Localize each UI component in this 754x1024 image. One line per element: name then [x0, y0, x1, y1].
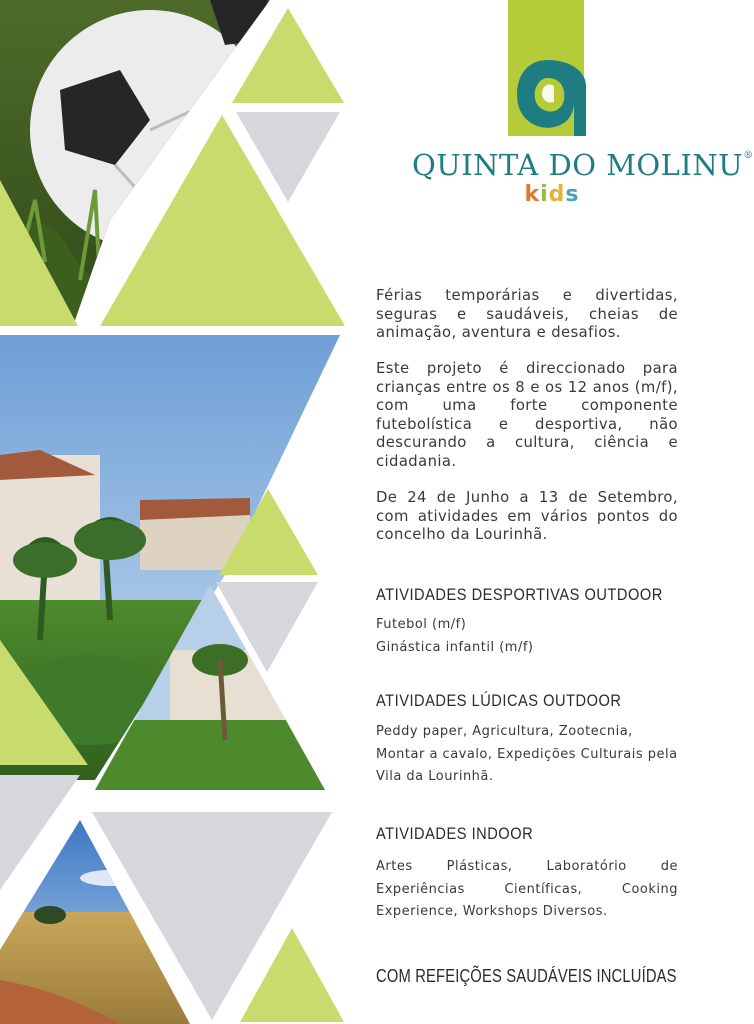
list-item: Ginástica infantil (m/f) — [376, 639, 534, 655]
section-title: ATIVIDADES INDOOR — [376, 824, 534, 843]
logo-mark-icon — [508, 56, 588, 140]
brand-name: QUINTA DO MOLINU® — [412, 148, 754, 182]
section-leisure-text — [376, 721, 678, 789]
section-text: Artes Plásticas, Laboratório de Experiências Científicas, Cooking Experience, Workshops Diversos. — [376, 859, 678, 919]
brand-kids: kids — [524, 182, 580, 207]
section-indoor — [376, 824, 678, 844]
section-leisure — [376, 691, 678, 711]
section-indoor-text — [376, 856, 678, 924]
footer-text: COM REFEIÇÕES SAUDÁVEIS INCLUÍDAS — [376, 966, 677, 986]
footer — [376, 966, 678, 987]
intro-block-2 — [376, 360, 678, 472]
section-title: ATIVIDADES LÚDICAS OUTDOOR — [376, 691, 622, 710]
logo — [412, 0, 754, 220]
list-item: Futebol (m/f) — [376, 617, 467, 632]
intro-paragraph-2: Este projeto é direccionado para crianças entre os 8 e os 12 anos (m/f), com uma forte componente futebolística e desportiva, não descurando a cultura, ciência e cidadania. — [376, 360, 678, 470]
intro-paragraph-1: Férias temporárias e divertidas, seguras e saudáveis, cheias de animação, aventura e desafios. — [376, 287, 678, 342]
intro-text — [376, 287, 678, 343]
intro-block-3 — [376, 489, 678, 545]
section-text: Peddy paper, Agricultura, Zootecnia, Montar a cavalo, Expedições Culturais pela Vila da Lourinhã. — [376, 724, 678, 784]
photo-collage — [0, 0, 360, 1024]
section-sports — [376, 585, 678, 605]
section-title: ATIVIDADES DESPORTIVAS OUTDOOR — [376, 585, 663, 604]
intro-paragraph-3: De 24 de Junho a 13 de Setembro, com atividades em vários pontos do concelho da Lourinhã. — [376, 489, 678, 544]
section-sports-list — [376, 614, 678, 659]
